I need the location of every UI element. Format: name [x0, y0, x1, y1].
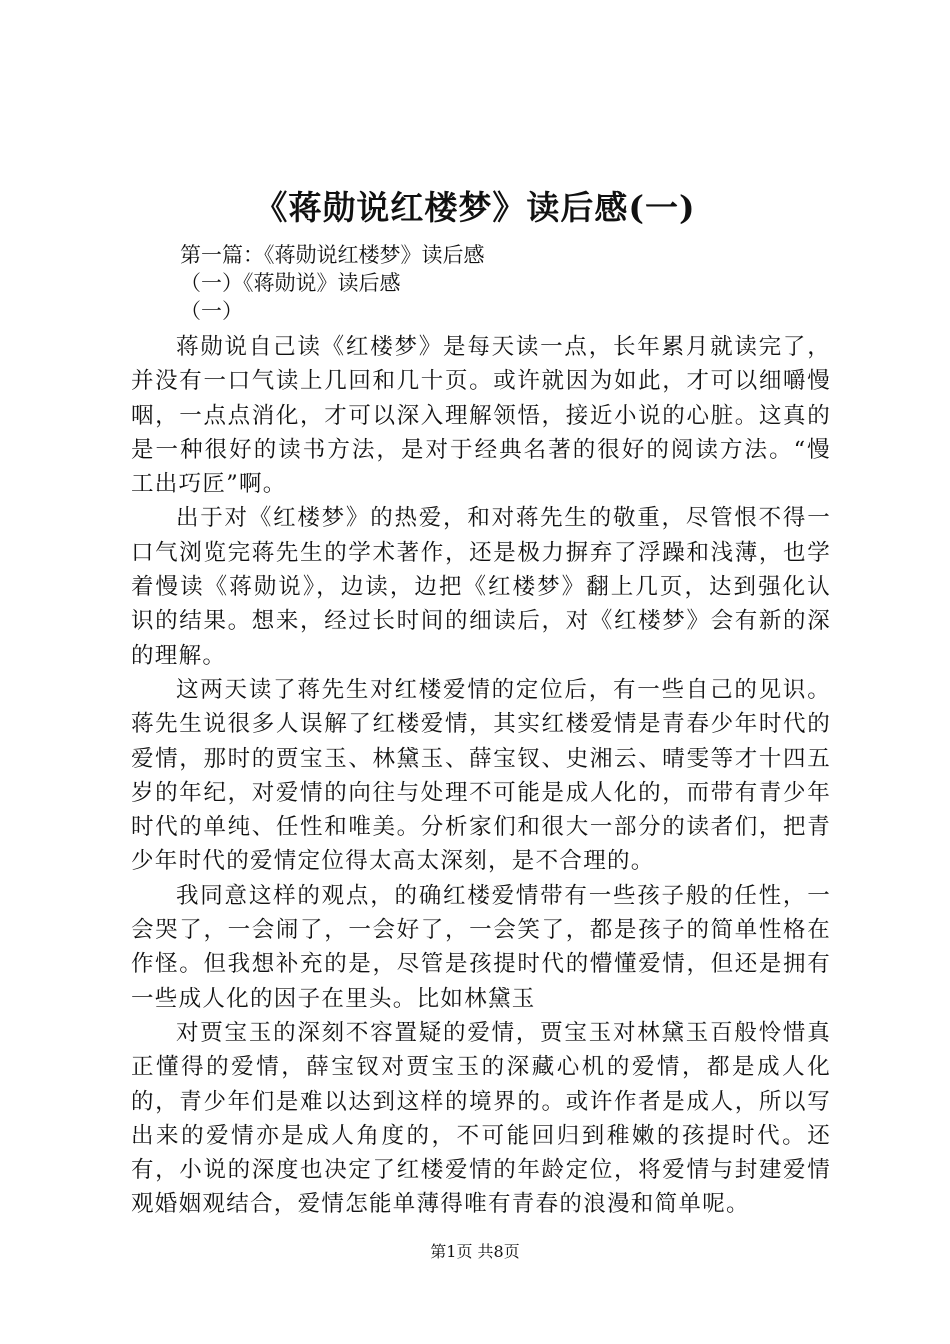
body-paragraph-4: 我同意这样的观点，的确红楼爱情带有一些孩子般的任性，一会哭了，一会闹了，一会好了，一会笑了，都是孩子的简单性格在作怪。但我想补充的是，尽管是孩提时代的懵懂爱情，但还是拥有一些成人化的因子在里头。比如林黛玉	[131, 882, 831, 1012]
body-paragraph-1: 蒋勋说自己读《红楼梦》是每天读一点，长年累月就读完了，并没有一口气读上几回和几十页。或许就因为如此，才可以细嚼慢咽，一点点消化，才可以深入理解领悟，接近小说的心脏。这真的是一种很好的读书方法，是对于经典名著的很好的阅读方法。“慢工出巧匠”啊。	[131, 334, 831, 498]
body-paragraph-3: 这两天读了蒋先生对红楼爱情的定位后，有一些自己的见识。蒋先生说很多人误解了红楼爱情，其实红楼爱情是青春少年时代的爱情，那时的贾宝玉、林黛玉、薛宝钗、史湘云、晴雯等才十四五岁的年纪，对爱情的向往与处理不可能是成人化的，而带有青少年时代的单纯、任性和唯美。分析家们和很大一部分的读者们，把青少年时代的爱情定位得太高太深刻，是不合理的。	[131, 676, 831, 875]
section-heading-2: （一）《蒋勋说》读后感	[180, 271, 401, 295]
document-body	[131, 330, 831, 1222]
page-footer: 第1页 共8页	[430, 1242, 520, 1261]
section-heading-3: （一）	[180, 299, 243, 323]
document-title: 《蒋勋说红楼梦》读后感(一)	[254, 188, 696, 227]
section-heading-1: 第一篇：《蒋勋说红楼梦》读后感	[180, 243, 485, 267]
body-paragraph-2: 出于对《红楼梦》的热爱，和对蒋先生的敬重，尽管恨不得一口气浏览完蒋先生的学术著作，还是极力摒弃了浮躁和浅薄，也学着慢读《蒋勋说》，边读，边把《红楼梦》翻上几页，达到强化认识的结果。想来，经过长时间的细读后，对《红楼梦》会有新的深的理解。	[131, 505, 831, 669]
body-paragraph-5: 对贾宝玉的深刻不容置疑的爱情，贾宝玉对林黛玉百般怜惜真正懂得的爱情，薛宝钗对贾宝玉的深藏心机的爱情，都是成人化的，青少年们是难以达到这样的境界的。或许作者是成人，所以写出来的爱情亦是成人角度的，不可能回归到稚嫩的孩提时代。还有，小说的深度也决定了红楼爱情的年龄定位，将爱情与封建爱情观婚姻观结合，爱情怎能单薄得唯有青春的浪漫和简单呢。	[131, 1019, 831, 1218]
